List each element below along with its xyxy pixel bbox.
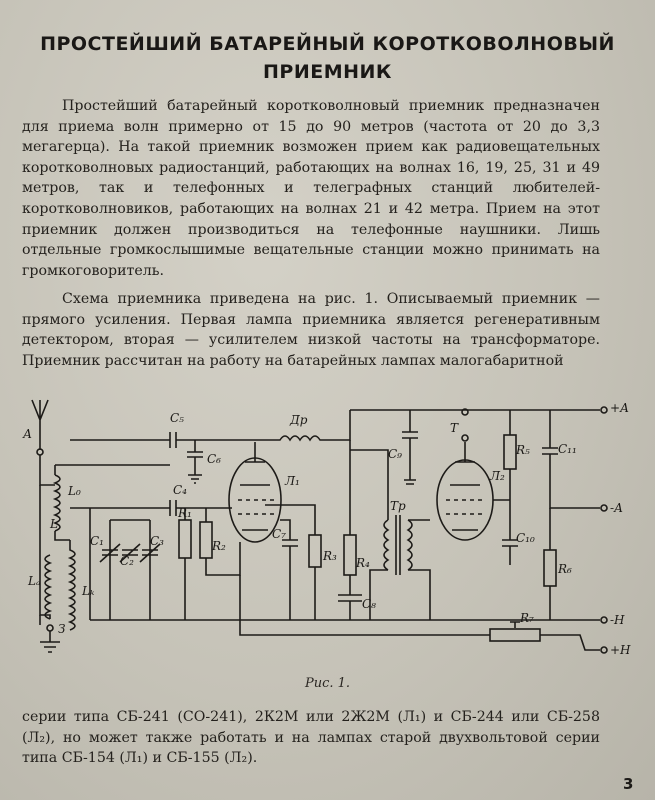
label-plusA: +А (610, 401, 630, 415)
label-C10: C₁₀ (516, 531, 535, 545)
label-C1: C₁ (90, 534, 104, 548)
transformer-Tr (384, 515, 412, 575)
label-antenna: А (23, 427, 33, 441)
label-R5: R₅ (516, 443, 530, 457)
paragraph-tubes: серии типа СБ-241 (СО-241), 2К2М или 2Ж2М (Л₁) и СБ-244 или СБ-258 (Л₂), но может также работать и на лампах старой двухвольтовой серии типа СБ-154 (Л₁) и СБ-155 (Л₂). (22, 709, 600, 767)
label-C7: C₇ (272, 527, 286, 541)
label-T: Т (450, 421, 459, 435)
antenna-symbol (32, 400, 48, 455)
label-C8: C₈ (362, 597, 376, 611)
page-number: 3 (623, 775, 634, 793)
label-L: L (50, 517, 58, 531)
label-Dr: Др (290, 413, 308, 427)
paragraph-scheme: Схема приемника приведена на рис. 1. Описываемый приемник — прямого усиления. Первая лампа приемника является регенеративным детектором, вторая — усилителем низкой частоты на трансформаторе. Приемник рассчитан на работу на батарейных лампах малогабаритной (22, 291, 600, 369)
label-Lk: Lₖ (82, 584, 95, 598)
circuit-schematic (10, 390, 635, 670)
label-plusN: +Н (610, 643, 631, 657)
label-Tr: Тр (390, 499, 406, 513)
label-L2: Л₂ (490, 469, 505, 483)
label-C4: C₄ (173, 483, 187, 497)
page-title (0, 30, 655, 86)
figure-caption: Рис. 1. (304, 676, 351, 691)
label-ground: З (58, 622, 66, 636)
label-C11: C₁₁ (558, 442, 577, 456)
label-C5: C₅ (170, 411, 184, 425)
label-C9: C₉ (388, 447, 402, 461)
tube-L2 (437, 442, 493, 540)
label-L1: Л₁ (285, 474, 300, 488)
label-R3: R₃ (323, 549, 337, 563)
label-C3: C₃ (150, 534, 164, 548)
paragraph-intro: Простейший батарейный коротковолновый приемник предназначен для приема волн примерно от 15 до 90 метров (частота от 20 до 3,3 мегагерца). На такой приемник возможен прием как радиовещательных коротковолновых радиостанций, работающих на волнах 16, 19, 25, 31 и 49 метров, так и телефонных и телеграфных станций любителей-коротковолновиков, работающих на волнах 21 и 42 метра. Прием на этот приемник должен производиться на телефонные наушники. Лишь отдельные громкослышимые вещательные станции можно принимать на громкоговоритель. (22, 98, 600, 279)
label-minusN: -Н (610, 613, 625, 627)
label-R2: R₂ (212, 539, 226, 553)
title-line-1: ПРОСТЕЙШИЙ БАТАРЕЙНЫЙ КОРОТКОВОЛНОВЫЙ (40, 33, 615, 55)
label-L0: L₀ (68, 484, 81, 498)
label-R7: R₇ (520, 611, 534, 625)
label-R4: R₄ (356, 556, 370, 570)
label-R1: R₁ (178, 506, 192, 520)
label-C6: C₆ (207, 452, 221, 466)
title-line-2: ПРИЕМНИК (263, 61, 392, 83)
label-minusA: -А (610, 501, 624, 515)
label-C2: C₂ (120, 554, 134, 568)
label-R6: R₆ (558, 562, 572, 576)
label-La: Lₐ (28, 574, 41, 588)
